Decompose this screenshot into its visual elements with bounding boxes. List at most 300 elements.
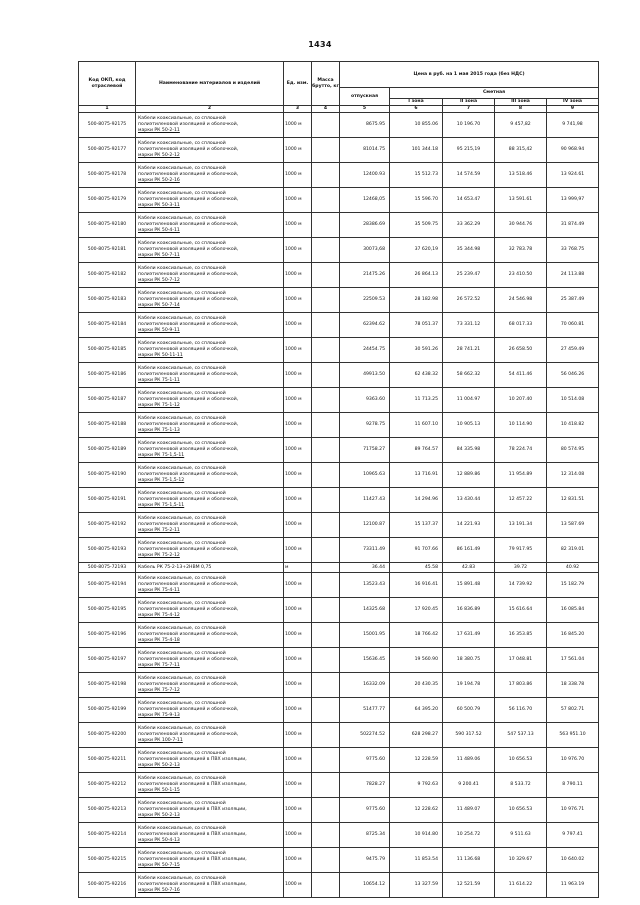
- table-row: [79, 338, 599, 363]
- zone-2-price: 14 221.93: [443, 513, 495, 538]
- table-row: [79, 188, 599, 213]
- zone-3-price: 9 511.63: [495, 823, 547, 848]
- header-name: Наименование материалов и изделий: [136, 62, 284, 106]
- product-name-line: Кабели коаксиальные, со сплошной: [138, 541, 226, 546]
- mass: [312, 573, 340, 598]
- release-price: 9278.75: [340, 413, 390, 438]
- product-name-line: полиэтиленовой изоляцией в ПВХ изоляции,: [138, 782, 247, 787]
- product-name-line: полиэтиленовой изоляцией и оболочкой,: [138, 247, 239, 252]
- product-name: [136, 798, 284, 823]
- product-code: 500-8075-92194: [79, 573, 136, 598]
- product-name-line: Кабели коаксиальные, со сплошной: [138, 316, 226, 321]
- zone-2-price: 13 430.44: [443, 488, 495, 513]
- unit: м: [284, 563, 312, 573]
- zone-3-price: 13 191.34: [495, 513, 547, 538]
- mass: [312, 513, 340, 538]
- zone-3-price: 54 411.46: [495, 363, 547, 388]
- zone-1-price: 26 864.13: [390, 263, 443, 288]
- zone-4-price: 24 113.88: [547, 263, 599, 288]
- zone-4-price: 17 561.04: [547, 648, 599, 673]
- product-name-line: Кабели коаксиальные, со сплошной: [138, 626, 226, 631]
- product-code: 500-8075-92215: [79, 848, 136, 873]
- mass: [312, 598, 340, 623]
- table-row: [79, 698, 599, 723]
- zone-4-price: 18 338.78: [547, 673, 599, 698]
- zone-1-price: 10 914.80: [390, 823, 443, 848]
- product-name: [136, 848, 284, 873]
- release-price: 10965.63: [340, 463, 390, 488]
- mass: [312, 163, 340, 188]
- zone-3-price: 10 207.40: [495, 388, 547, 413]
- product-name-line: полиэтиленовой изоляцией и оболочкой,: [138, 472, 239, 477]
- product-name-line: полиэтиленовой изоляцией и оболочкой,: [138, 632, 239, 637]
- release-price: 16332.09: [340, 673, 390, 698]
- release-price: 7828.27: [340, 773, 390, 798]
- product-name-line: Кабели коаксиальные, со сплошной: [138, 191, 226, 196]
- zone-2-price: 28 741.21: [443, 338, 495, 363]
- zone-4-price: 12 831.51: [547, 488, 599, 513]
- product-name-line: Кабели коаксиальные, со сплошной: [138, 776, 226, 781]
- product-code: 500-8075-92211: [79, 748, 136, 773]
- mass: [312, 338, 340, 363]
- product-name-line: марки РК 50-7-15: [138, 863, 180, 868]
- product-name-line: полиэтиленовой изоляцией и оболочкой,: [138, 422, 239, 427]
- product-name-line: марки РК 75-7-11: [138, 663, 180, 668]
- zone-2-price: 16 836.89: [443, 598, 495, 623]
- column-number: 7: [443, 106, 495, 113]
- product-name-line: Кабели коаксиальные, со сплошной: [138, 166, 226, 171]
- zone-1-price: 11 853.54: [390, 848, 443, 873]
- table-row: [79, 213, 599, 238]
- zone-2-price: 35 344.98: [443, 238, 495, 263]
- unit: 1000 м: [284, 313, 312, 338]
- zone-1-price: 15 137.37: [390, 513, 443, 538]
- unit: 1000 м: [284, 648, 312, 673]
- header-code: Код ОКП, код отраслевой: [79, 62, 136, 106]
- mass: [312, 648, 340, 673]
- product-name-line: Кабели коаксиальные, со сплошной: [138, 266, 226, 271]
- zone-2-price: 60 500.79: [443, 698, 495, 723]
- zone-2-price: 18 380.75: [443, 648, 495, 673]
- table-row: [79, 138, 599, 163]
- unit: 1000 м: [284, 873, 312, 898]
- table-row: [79, 798, 599, 823]
- release-price: 12100.87: [340, 513, 390, 538]
- product-name-line: марки РК 75-1-13: [138, 428, 180, 433]
- release-price: 62394.62: [340, 313, 390, 338]
- table-row: [79, 463, 599, 488]
- product-code: 500-8075-92182: [79, 263, 136, 288]
- unit: 1000 м: [284, 163, 312, 188]
- zone-4-price: 56 046.26: [547, 363, 599, 388]
- zone-2-price: 10 905.13: [443, 413, 495, 438]
- unit: 1000 м: [284, 113, 312, 138]
- zone-2-price: 15 891.48: [443, 573, 495, 598]
- product-name: [136, 538, 284, 563]
- zone-4-price: 15 182.79: [547, 573, 599, 598]
- product-name-line: полиэтиленовой изоляцией и оболочкой,: [138, 197, 239, 202]
- zone-2-price: 19 194.78: [443, 673, 495, 698]
- column-number-row: [79, 106, 599, 113]
- zone-3-price: 9 457,82: [495, 113, 547, 138]
- zone-1-price: 628 298.27: [390, 723, 443, 748]
- unit: 1000 м: [284, 413, 312, 438]
- product-code: 500-8075-92189: [79, 438, 136, 463]
- product-code: 500-8075-92181: [79, 238, 136, 263]
- table-row: [79, 563, 599, 573]
- product-name-line: Кабели коаксиальные, со сплошной: [138, 601, 226, 606]
- zone-2-price: 10 254.72: [443, 823, 495, 848]
- product-code: 500-8075-92185: [79, 338, 136, 363]
- product-name: [136, 773, 284, 798]
- zone-3-price: 88 315,42: [495, 138, 547, 163]
- mass: [312, 848, 340, 873]
- zone-3-price: 68 017.33: [495, 313, 547, 338]
- zone-4-price: 33 768.75: [547, 238, 599, 263]
- product-name-line: Кабели коаксиальные, со сплошной: [138, 341, 226, 346]
- mass: [312, 213, 340, 238]
- product-name-line: марки РК 50-7-16: [138, 888, 180, 893]
- header-zone-4: IV зона: [547, 99, 599, 106]
- product-name-line: Кабели коаксиальные, со сплошной: [138, 826, 226, 831]
- product-name-line: марки РК 75-1-12: [138, 403, 180, 408]
- zone-4-price: 82 319.01: [547, 538, 599, 563]
- zone-4-price: 10 976.70: [547, 748, 599, 773]
- table-row: [79, 773, 599, 798]
- release-price: 30073,68: [340, 238, 390, 263]
- product-name-line: марки РК 50-2-13: [138, 763, 180, 768]
- product-name: [136, 648, 284, 673]
- unit: 1000 м: [284, 463, 312, 488]
- product-name: [136, 188, 284, 213]
- product-code: 500-8075-92179: [79, 188, 136, 213]
- product-name-line: марки РК 75-9-13: [138, 713, 180, 718]
- product-name-line: полиэтиленовой изоляцией и оболочкой,: [138, 657, 239, 662]
- product-name-line: полиэтиленовой изоляцией в ПВХ изоляции,: [138, 807, 247, 812]
- release-price: 9363.60: [340, 388, 390, 413]
- product-name: [136, 748, 284, 773]
- release-price: 24454.75: [340, 338, 390, 363]
- unit: 1000 м: [284, 213, 312, 238]
- zone-1-price: 15 596.70: [390, 188, 443, 213]
- table-row: [79, 288, 599, 313]
- unit: 1000 м: [284, 723, 312, 748]
- product-name-line: Кабели коаксиальные, со сплошной: [138, 366, 226, 371]
- product-name-line: полиэтиленовой изоляцией и оболочкой,: [138, 297, 239, 302]
- table-row: [79, 313, 599, 338]
- table-row: [79, 488, 599, 513]
- zone-3-price: 11 614.22: [495, 873, 547, 898]
- zone-1-price: 15 512.73: [390, 163, 443, 188]
- product-name-line: полиэтиленовой изоляцией и оболочкой,: [138, 347, 239, 352]
- zone-2-price: 10 196.70: [443, 113, 495, 138]
- release-price: 502274.52: [340, 723, 390, 748]
- release-price: 73311.49: [340, 538, 390, 563]
- zone-3-price: 10 656.53: [495, 798, 547, 823]
- mass: [312, 288, 340, 313]
- product-name-line: полиэтиленовой изоляцией и оболочкой,: [138, 547, 239, 552]
- release-price: 51477.77: [340, 698, 390, 723]
- table-row: [79, 623, 599, 648]
- product-name-line: марки РК 50-4-13: [138, 838, 180, 843]
- product-code: 500-8075-92190: [79, 463, 136, 488]
- zone-1-price: 19 560.90: [390, 648, 443, 673]
- product-name: [136, 723, 284, 748]
- product-name: [136, 463, 284, 488]
- product-name-line: Кабель РК 75-2-13+2НВМ 0,75: [138, 564, 212, 570]
- zone-1-price: 62 438.32: [390, 363, 443, 388]
- column-number: 6: [390, 106, 443, 113]
- zone-4-price: 563 951.10: [547, 723, 599, 748]
- product-name: [136, 673, 284, 698]
- product-name: [136, 438, 284, 463]
- product-name-line: Кабели коаксиальные, со сплошной: [138, 576, 226, 581]
- zone-2-price: 26 572.52: [443, 288, 495, 313]
- zone-3-price: 10 656.53: [495, 748, 547, 773]
- column-number: 8: [495, 106, 547, 113]
- product-code: 500-8075-92187: [79, 388, 136, 413]
- mass: [312, 673, 340, 698]
- zone-3-price: 14 739.92: [495, 573, 547, 598]
- product-name-line: Кабели коаксиальные, со сплошной: [138, 141, 226, 146]
- zone-1-price: 13 716.91: [390, 463, 443, 488]
- zone-1-price: 11 713.25: [390, 388, 443, 413]
- table-row: [79, 388, 599, 413]
- zone-3-price: 23 410.50: [495, 263, 547, 288]
- zone-1-price: 45.58: [390, 563, 443, 573]
- table-row: [79, 573, 599, 598]
- release-price: 12468,05: [340, 188, 390, 213]
- unit: 1000 м: [284, 598, 312, 623]
- header-mass: Масса брутто, кг: [312, 62, 340, 106]
- product-name-line: полиэтиленовой изоляцией и оболочкой,: [138, 447, 239, 452]
- column-number: 3: [284, 106, 312, 113]
- product-name: [136, 288, 284, 313]
- product-name-line: Кабели коаксиальные, со сплошной: [138, 876, 226, 881]
- product-code: 500-8075-92175: [79, 113, 136, 138]
- zone-3-price: 10 329.67: [495, 848, 547, 873]
- zone-3-price: 11 954.89: [495, 463, 547, 488]
- zone-4-price: 80 574.95: [547, 438, 599, 463]
- product-name-line: полиэтиленовой изоляцией и оболочкой,: [138, 372, 239, 377]
- table-row: [79, 823, 599, 848]
- product-name: [136, 213, 284, 238]
- zone-1-price: 18 766.42: [390, 623, 443, 648]
- product-name-line: Кабели коаксиальные, со сплошной: [138, 851, 226, 856]
- zone-2-price: 86 161.49: [443, 538, 495, 563]
- zone-2-price: 84 335.98: [443, 438, 495, 463]
- zone-4-price: 16 845.20: [547, 623, 599, 648]
- product-name-line: Кабели коаксиальные, со сплошной: [138, 441, 226, 446]
- product-code: 500-8075-92197: [79, 648, 136, 673]
- mass: [312, 798, 340, 823]
- table-row: [79, 238, 599, 263]
- zone-1-price: 28 182.98: [390, 288, 443, 313]
- zone-4-price: 13 999,97: [547, 188, 599, 213]
- product-name-line: Кабели коаксиальные, со сплошной: [138, 491, 226, 496]
- mass: [312, 188, 340, 213]
- product-name-line: Кабели коаксиальные, со сплошной: [138, 391, 226, 396]
- zone-4-price: 12 314.08: [547, 463, 599, 488]
- zone-1-price: 10 855.06: [390, 113, 443, 138]
- product-name: [136, 823, 284, 848]
- mass: [312, 438, 340, 463]
- product-code: 500-8075-92191: [79, 488, 136, 513]
- table-row: [79, 648, 599, 673]
- product-name: [136, 873, 284, 898]
- zone-3-price: 32 783.78: [495, 238, 547, 263]
- mass: [312, 488, 340, 513]
- product-name: [136, 488, 284, 513]
- zone-4-price: 90 968.94: [547, 138, 599, 163]
- zone-4-price: 10 418.82: [547, 413, 599, 438]
- unit: 1000 м: [284, 363, 312, 388]
- table-row: [79, 438, 599, 463]
- page-number: 1434: [308, 40, 332, 49]
- product-name-line: марки РК 75-1-11: [138, 378, 180, 383]
- zone-3-price: 30 944.76: [495, 213, 547, 238]
- header-zone-2: II зона: [443, 99, 495, 106]
- unit: 1000 м: [284, 623, 312, 648]
- product-name: [136, 263, 284, 288]
- product-name-line: марки РК 75-1,5-11: [138, 503, 185, 508]
- mass: [312, 563, 340, 573]
- product-name-line: полиэтиленовой изоляцией и оболочкой,: [138, 222, 239, 227]
- product-name: [136, 363, 284, 388]
- table-row: [79, 723, 599, 748]
- zone-2-price: 95 215,19: [443, 138, 495, 163]
- release-price: 10654.12: [340, 873, 390, 898]
- zone-4-price: 40.92: [547, 563, 599, 573]
- product-name-line: марки РК 50-2-13: [138, 813, 180, 818]
- product-code: 500-8075-92193: [79, 538, 136, 563]
- product-name-line: марки РК 50-7-12: [138, 278, 180, 283]
- unit: 1000 м: [284, 188, 312, 213]
- table-row: [79, 598, 599, 623]
- product-name-line: марки РК 50-2-11: [138, 128, 180, 133]
- zone-4-price: 13 924.61: [547, 163, 599, 188]
- zone-4-price: 70 060.81: [547, 313, 599, 338]
- product-code: 500-8075-92214: [79, 823, 136, 848]
- mass: [312, 138, 340, 163]
- product-name-line: полиэтиленовой изоляцией и оболочкой,: [138, 707, 239, 712]
- zone-2-price: 14 653.47: [443, 188, 495, 213]
- product-name-line: Кабели коаксиальные, со сплошной: [138, 516, 226, 521]
- zone-1-price: 37 620,19: [390, 238, 443, 263]
- table-row: [79, 848, 599, 873]
- product-name-line: полиэтиленовой изоляцией и оболочкой,: [138, 172, 239, 177]
- price-table: [78, 61, 599, 898]
- product-name-line: полиэтиленовой изоляцией и оболочкой,: [138, 147, 239, 152]
- zone-1-price: 91 707.66: [390, 538, 443, 563]
- mass: [312, 388, 340, 413]
- release-price: 8725.34: [340, 823, 390, 848]
- zone-1-price: 35 509.75: [390, 213, 443, 238]
- release-price: 9475.79: [340, 848, 390, 873]
- zone-4-price: 11 963.19: [547, 873, 599, 898]
- zone-1-price: 30 591.26: [390, 338, 443, 363]
- zone-3-price: 17 803.86: [495, 673, 547, 698]
- product-name-line: полиэтиленовой изоляцией и оболочкой,: [138, 522, 239, 527]
- unit: 1000 м: [284, 673, 312, 698]
- product-name: [136, 623, 284, 648]
- unit: 1000 м: [284, 748, 312, 773]
- product-name-line: марки РК 50-1-15: [138, 788, 180, 793]
- release-price: 49913.50: [340, 363, 390, 388]
- table-row: [79, 873, 599, 898]
- unit: 1000 м: [284, 513, 312, 538]
- product-code: 500-8075-92184: [79, 313, 136, 338]
- product-name: [136, 598, 284, 623]
- product-name-line: полиэтиленовой изоляцией и оболочкой,: [138, 497, 239, 502]
- mass: [312, 463, 340, 488]
- zone-1-price: 14 294.96: [390, 488, 443, 513]
- product-name: [136, 113, 284, 138]
- release-price: 12400.93: [340, 163, 390, 188]
- zone-1-price: 11 607.10: [390, 413, 443, 438]
- zone-3-price: 79 917.95: [495, 538, 547, 563]
- release-price: 28386.69: [340, 213, 390, 238]
- product-name-line: марки РК 75-2-12: [138, 553, 180, 558]
- column-number: 1: [79, 106, 136, 113]
- zone-4-price: 10 976.71: [547, 798, 599, 823]
- zone-2-price: 11 489.07: [443, 798, 495, 823]
- product-name-line: полиэтиленовой изоляцией и оболочкой,: [138, 732, 239, 737]
- zone-2-price: 11 004.97: [443, 388, 495, 413]
- zone-4-price: 10 514.08: [547, 388, 599, 413]
- product-code: 500-8075-92216: [79, 873, 136, 898]
- mass: [312, 873, 340, 898]
- product-name-line: Кабели коаксиальные, со сплошной: [138, 416, 226, 421]
- product-code: 500-8075-92177: [79, 138, 136, 163]
- table-row: [79, 413, 599, 438]
- table-row: [79, 538, 599, 563]
- table-row: [79, 163, 599, 188]
- product-name-line: марки РК 75-4-11: [138, 588, 180, 593]
- product-name-line: Кабели коаксиальные, со сплошной: [138, 116, 226, 121]
- zone-2-price: 12 521.59: [443, 873, 495, 898]
- table-row: [79, 363, 599, 388]
- zone-2-price: 25 239.47: [443, 263, 495, 288]
- product-name-line: Кабели коаксиальные, со сплошной: [138, 726, 226, 731]
- column-number: 9: [547, 106, 599, 113]
- product-code: 500-8075-92200: [79, 723, 136, 748]
- zone-3-price: 12 457.22: [495, 488, 547, 513]
- product-name: [136, 513, 284, 538]
- release-price: 15001.95: [340, 623, 390, 648]
- zone-2-price: 33 362.29: [443, 213, 495, 238]
- zone-1-price: 16 916.41: [390, 573, 443, 598]
- unit: 1000 м: [284, 848, 312, 873]
- zone-2-price: 42.83: [443, 563, 495, 573]
- unit: 1000 м: [284, 488, 312, 513]
- product-name-line: марки РК 50-7-11: [138, 253, 180, 258]
- product-code: 500-8075-92213: [79, 798, 136, 823]
- release-price: 81014.75: [340, 138, 390, 163]
- product-name: [136, 698, 284, 723]
- mass: [312, 748, 340, 773]
- unit: 1000 м: [284, 238, 312, 263]
- product-name: [136, 138, 284, 163]
- zone-1-price: 9 792.63: [390, 773, 443, 798]
- zone-3-price: 78 224.74: [495, 438, 547, 463]
- unit: 1000 м: [284, 538, 312, 563]
- zone-3-price: 24 546.98: [495, 288, 547, 313]
- zone-4-price: 27 459.49: [547, 338, 599, 363]
- product-name-line: марки РК 50-9-11: [138, 328, 180, 333]
- product-name-line: марки РК 50-11-11: [138, 353, 183, 358]
- zone-4-price: 57 802.71: [547, 698, 599, 723]
